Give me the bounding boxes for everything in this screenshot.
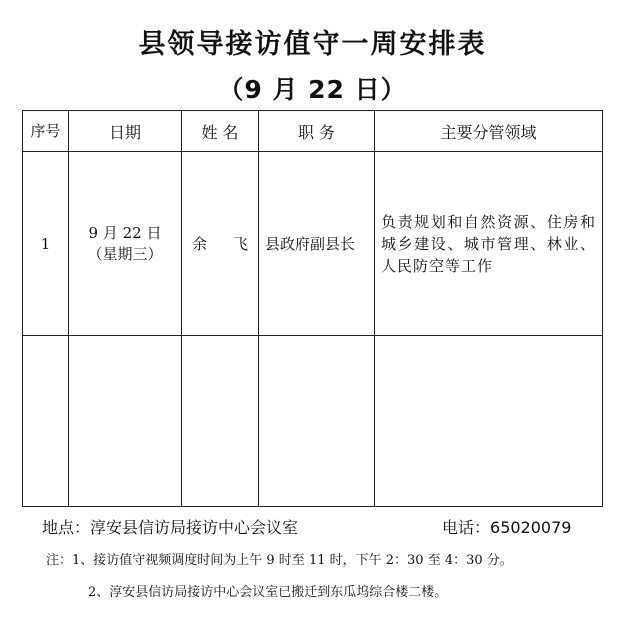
note-1: 注：1、接访值守视频调度时间为上午 9 时至 11 时，下午 2：30 至 4：30 分。 [46, 553, 513, 568]
cell-date [69, 152, 182, 336]
phone-line [442, 515, 571, 538]
location-line [42, 515, 298, 538]
location-label: 地点： [42, 518, 91, 537]
schedule-table [22, 110, 603, 507]
phone-label: 电话： [442, 518, 491, 537]
header-date: 日期 [69, 111, 182, 152]
table-row [23, 336, 603, 507]
page-subtitle: （9 月 22 日） [218, 75, 407, 104]
name-part-2: 飞 [233, 235, 249, 253]
note-2: 2、淳安县信访局接访中心会议室已搬迁到东瓜坞综合楼二楼。 [88, 585, 448, 600]
date-line: 9 月 22 日 [88, 223, 162, 242]
cell-area [375, 336, 603, 507]
cell-name [182, 152, 259, 336]
cell-position [259, 336, 375, 507]
location-value: 淳安县信访局接访中心会议室 [90, 518, 299, 537]
name-part-1: 余 [191, 235, 207, 253]
weekday-line: （星期三） [87, 244, 163, 263]
header-position: 职 务 [259, 111, 375, 152]
header-seq: 序号 [23, 111, 69, 152]
header-area: 主要分管领域 [375, 111, 603, 152]
cell-seq: 1 [23, 152, 69, 336]
header-name: 姓 名 [182, 111, 259, 152]
cell-date [69, 336, 182, 507]
cell-name [182, 336, 259, 507]
page-title: 县领导接访值守一周安排表 [138, 29, 487, 60]
table-row [23, 152, 603, 336]
table-header-row [23, 111, 603, 152]
cell-area: 负责规划和自然资源、住房和城乡建设、城市管理、林业、人民防空等工作 [375, 152, 603, 336]
cell-position: 县政府副县长 [259, 152, 375, 336]
cell-seq [23, 336, 69, 507]
phone-value: 65020079 [490, 518, 572, 537]
